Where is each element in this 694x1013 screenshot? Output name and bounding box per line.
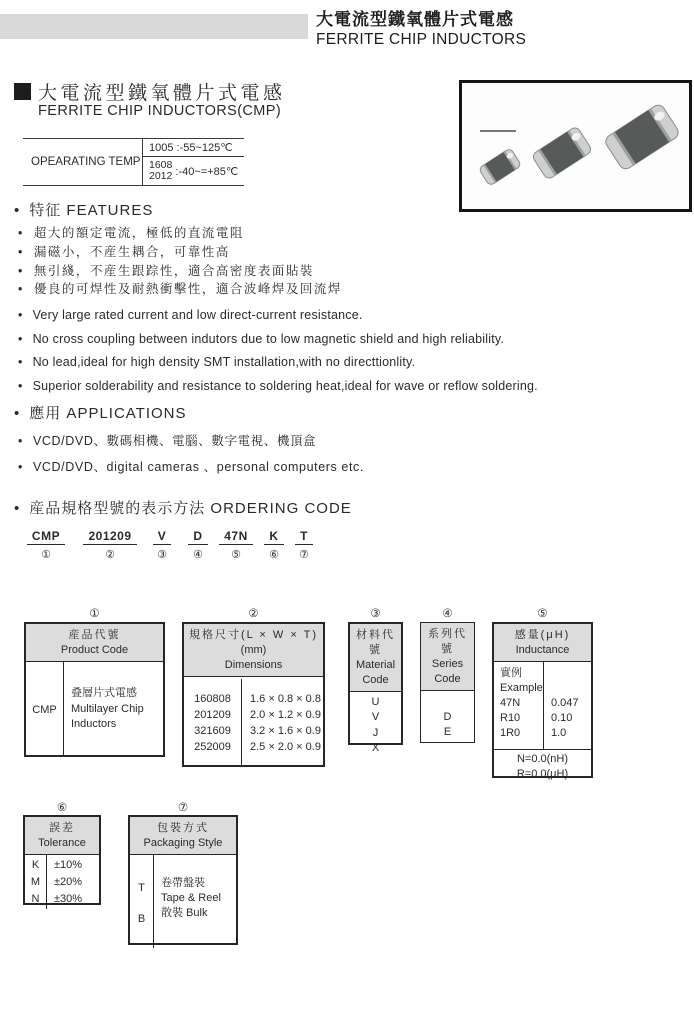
chip-inductors-image <box>462 83 689 209</box>
ordering-code-segment <box>80 527 140 561</box>
ordering-code-segment <box>184 527 212 561</box>
product-code-table-header: 産品代號 Product Code <box>26 624 163 662</box>
packaging-table <box>128 815 238 945</box>
material-code-table <box>348 622 403 754</box>
dimension-values: 1.6 × 0.8 × 0.8 2.0 × 1.2 × 0.9 3.2 × 1.6 × 0.9 2.5 × 2.0 × 0.9 <box>250 693 321 753</box>
features-list-en <box>18 304 538 398</box>
features-list-zh <box>18 224 342 299</box>
tolerance-table <box>23 815 101 905</box>
ordering-code-mark: ③ <box>157 549 167 561</box>
temp-row-1608-2012 <box>143 157 244 185</box>
ordering-code-mark: ⑥ <box>269 549 279 561</box>
temp-label: OPEARATING TEMP <box>31 156 141 168</box>
chip-small <box>478 148 521 186</box>
table3-mark: ③ <box>370 608 381 620</box>
temp-range-value: :-40~=+85℃ <box>175 165 239 178</box>
product-desc-cell: 叠層片式電感 Multilayer Chip Inductors <box>71 687 144 731</box>
inductance-table-header: 感量(μH) Inductance <box>494 624 591 662</box>
ordering-code-value: D <box>188 529 207 545</box>
feature-item-en: • No cross coupling between indutors due to low magnetic shield and high reliability. <box>18 328 538 352</box>
ordering-code-value: 47N <box>219 529 253 545</box>
feature-item-zh: • 無引綫，不産生跟踪性，適合高密度表面貼裝 <box>18 262 342 281</box>
ordering-code-segment <box>148 527 176 561</box>
table7-mark: ⑦ <box>177 802 189 814</box>
product-photo-frame <box>459 80 692 212</box>
ordering-code-mark: ④ <box>193 549 203 561</box>
temp-size-stack <box>149 160 172 182</box>
section-header <box>14 78 286 105</box>
feature-item-en: • No lead,ideal for high density SMT installation,with no directtionlity. <box>18 351 538 375</box>
feature-item-zh: • 超大的額定電流，極低的直流電阻 <box>18 224 342 243</box>
ordering-code-mark: ⑦ <box>299 549 309 561</box>
page-header <box>316 9 526 50</box>
series-codes: D E <box>443 710 452 738</box>
material-code-table-header: 材料代號 Material Code <box>350 624 401 692</box>
section-square-icon <box>14 83 31 100</box>
chip-medium <box>531 126 593 181</box>
ordering-code-segment <box>214 527 258 561</box>
packaging-codes: T B <box>130 855 154 948</box>
tolerance-codes: K M N <box>25 855 47 909</box>
feature-item-zh: • 優良的可焊性及耐熱衝擊性，適合波峰焊及回流焊 <box>18 280 342 299</box>
ordering-code-value: K <box>264 529 283 545</box>
table1-mark: ① <box>89 608 100 620</box>
product-code-table <box>24 622 165 757</box>
ordering-code-value: T <box>295 529 313 545</box>
header-gray-bar <box>0 14 308 39</box>
features-heading <box>14 199 153 220</box>
product-code-cell: CMP <box>26 662 64 757</box>
ordering-heading-text: • 産品規格型號的表示方法 ORDERING CODE <box>29 500 352 517</box>
feature-item-en: • Superior solderability and resistance to soldering heat,ideal for wave or reflow soldering. <box>18 375 538 399</box>
ordering-code-segment <box>24 527 68 561</box>
table5-mark: ⑤ <box>537 608 548 620</box>
packaging-table-header: 包裝方式 Packaging Style <box>130 817 236 855</box>
temp-size-1608: 1608 <box>149 159 173 171</box>
chip-large <box>603 103 681 172</box>
feature-item-zh: • 漏磁小，不産生耦合，可靠性高 <box>18 243 342 262</box>
inductance-codes: 實例 Example 47N R10 1R0 <box>494 662 544 749</box>
temp-size-2012: 2012 <box>149 170 173 182</box>
packaging-values: 卷帶盤裝 Tape & Reel 散裝 Bulk <box>161 877 221 919</box>
features-heading-text: • 特征 FEATURES <box>29 202 154 219</box>
temp-values <box>142 139 244 185</box>
series-code-table <box>420 622 475 743</box>
page-title-zh: 大電流型鐵氧體片式電感 <box>316 10 514 29</box>
ordering-code-mark: ⑤ <box>231 549 241 561</box>
feature-item-en: • Very large rated current and low direct-current resistance. <box>18 304 538 328</box>
material-codes: U V J X <box>371 695 380 754</box>
section-title-en: FERRITE CHIP INDUCTORS(CMP) <box>38 103 282 119</box>
applications-heading <box>14 402 187 423</box>
table6-mark: ⑥ <box>56 802 68 814</box>
ordering-code-segment <box>260 527 288 561</box>
applications-list <box>18 429 364 480</box>
ordering-code-mark: ② <box>105 549 115 561</box>
tolerance-table-header: 誤差 Tolerance <box>25 817 99 855</box>
ordering-code-value: CMP <box>27 529 65 545</box>
inductance-table <box>492 622 593 778</box>
tolerance-values: ±10% ±20% ±30% <box>54 858 83 905</box>
dimensions-table <box>182 622 325 767</box>
dimension-size-codes: 160808 201209 321609 252009 <box>184 679 242 767</box>
operating-temp-table <box>23 138 244 186</box>
dimensions-table-header: 規格尺寸(L × W × T) (mm) Dimensions <box>184 624 323 677</box>
table2-mark: ② <box>248 608 259 620</box>
table4-mark: ④ <box>442 608 453 620</box>
section-title-zh: 大電流型鐵氧體片式電感 <box>38 83 286 104</box>
ordering-code-segment <box>290 527 318 561</box>
ordering-heading <box>14 497 352 518</box>
inductance-values: 0.047 0.10 1.0 <box>551 697 579 739</box>
inductance-notes: N=0.0(nH) R=0.0(μH) <box>494 749 591 782</box>
ordering-code-value: 201209 <box>83 529 136 545</box>
page-title-en: FERRITE CHIP INDUCTORS <box>316 31 527 49</box>
application-item: • VCD/DVD、digital cameras 、personal computers etc. <box>18 455 364 481</box>
series-code-table-header: 系列代號 Series Code <box>421 623 474 691</box>
applications-heading-text: • 應用 APPLICATIONS <box>29 405 187 422</box>
temp-row-1005: 1005 :-55~125℃ <box>143 139 244 157</box>
ordering-code-value: V <box>153 529 172 545</box>
ordering-code-mark: ① <box>41 549 51 561</box>
application-item: • VCD/DVD、數碼相機、電腦、數字電視、機頂盒 <box>18 429 364 455</box>
